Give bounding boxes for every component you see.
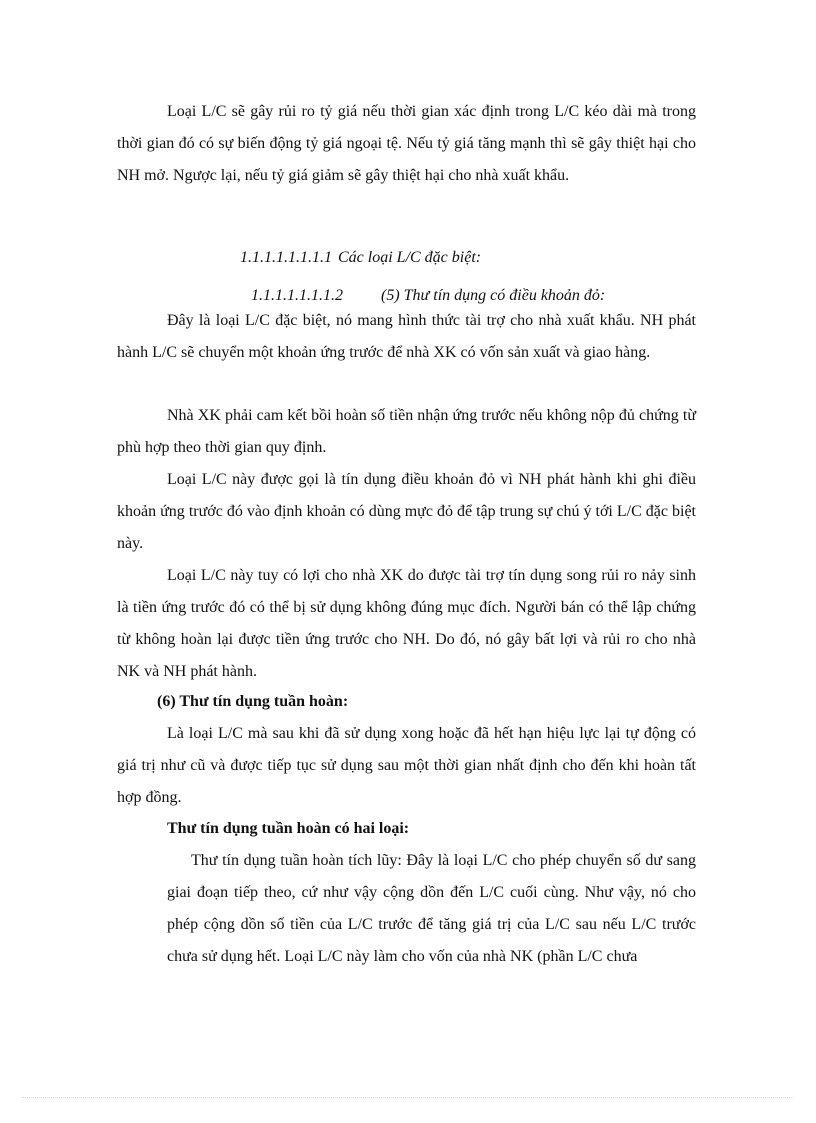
paragraph-red-clause-definition: Đây là loại L/C đặc biệt, nó mang hình thức tài trợ cho nhà xuất khẩu. NH phát hành L/C sẽ chuyển một khoản ứng trước để nhà XK có vốn sản xuất và giao hàng. [117,312,696,361]
heading-revolving-lc: (6) Thư tín dụng tuần hoàn: [157,693,349,710]
footer-divider [22,1097,794,1098]
paragraph-red-clause-name: Loại L/C này được gọi là tín dụng điều khoản đỏ vì NH phát hành khi ghi điều khoản ứng trước đó vào định khoản có dùng mực đỏ để tập trung sự chú ý tới L/C đặc biệt này. [117,471,696,552]
paragraph-red-clause-risk: Loại L/C này tuy có lợi cho nhà XK do được tài trợ tín dụng song rủi ro nảy sinh là tiền ứng trước đó có thể bị sử dụng không đúng mục đích. Người bán có thể lập chứng từ không hoàn lại được tiền ứng trước cho NH. Do đó, nó gây bất lợi và rủi ro cho nhà NK và NH phát hành. [117,567,696,680]
paragraph-revolving-definition: Là loại L/C mà sau khi đã sử dụng xong hoặc đã hết hạn hiệu lực lại tự động có giá trị như cũ và được tiếp tục sử dụng sau một thời gian nhất định cho đến khi hoàn tất hợp đồng. [117,725,696,806]
heading-red-clause-lc [251,285,605,307]
heading-special-lc [240,247,481,269]
paragraph-exchange-risk: Loại L/C sẽ gây rủi ro tỷ giá nếu thời gian xác định trong L/C kéo dài mà trong thời gian đó có sự biến động tỷ giá ngoại tệ. Nếu tỷ giá tăng mạnh thì sẽ gây thiệt hại cho NH mở. Ngược lại, nếu tỷ giá giảm sẽ gây thiệt hại cho nhà xuất khẩu. [117,103,696,184]
heading-number: 1.1.1.1.1.1.1.1 [240,249,332,266]
heading-text: Các loại L/C đặc biệt: [338,249,482,266]
paragraph-exporter-commitment: Nhà XK phải cam kết bồi hoàn số tiền nhận ứng trước nếu không nộp đủ chứng từ phù hợp theo thời gian quy định. [117,407,696,456]
paragraph-cumulative-revolving: Thư tín dụng tuần hoàn tích lũy: Đây là loại L/C cho phép chuyển số dư sang giai đoạn tiếp theo, cứ như vậy cộng dồn đến L/C cuối cùng. Như vậy, nó cho phép cộng dồn số tiền của L/C trước để tăng giá trị của L/C sau nếu L/C trước chưa sử dụng hết. Loại L/C này làm cho vốn của nhà NK (phần L/C chưa [167,852,696,965]
heading-revolving-types: Thư tín dụng tuần hoàn có hai loại: [167,820,410,837]
heading-text: (5) Thư tín dụng có điều khoản đỏ: [381,287,606,304]
heading-number: 1.1.1.1.1.1.1.2 [251,287,343,304]
